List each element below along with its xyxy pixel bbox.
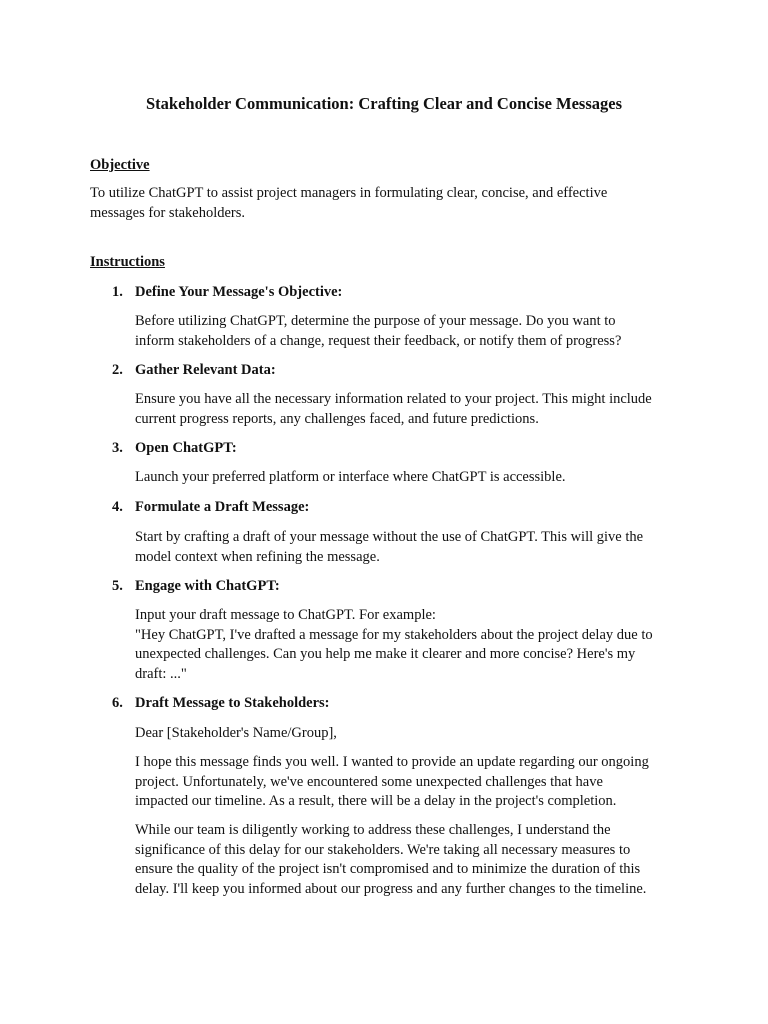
step-title: Define Your Message's Objective: bbox=[135, 284, 343, 300]
letter-line: ensure the quality of the project isn't compromised and to minimize the duration of this bbox=[135, 861, 641, 877]
step-body-line: Before utilizing ChatGPT, determine the purpose of your message. Do you want to bbox=[135, 313, 616, 329]
objective-text-line: To utilize ChatGPT to assist project managers in formulating clear, concise, and effective bbox=[90, 185, 608, 201]
letter-line: I hope this message finds you well. I wanted to provide an update regarding our ongoing bbox=[135, 754, 649, 770]
step-4-body bbox=[135, 528, 683, 567]
step-body-line: draft: ..." bbox=[135, 665, 187, 682]
step-title: Open ChatGPT: bbox=[135, 440, 237, 456]
step-number: 1. bbox=[112, 284, 123, 300]
step-3-body bbox=[135, 468, 683, 488]
step-body-line: Start by crafting a draft of your message without the use of ChatGPT. This will give the bbox=[135, 529, 644, 545]
step-body-line: Input your draft message to ChatGPT. For example: bbox=[135, 607, 436, 623]
step-body-line: unexpected challenges. Can you help me make it clearer and more concise? Here's my bbox=[135, 646, 636, 662]
step-body-line: Launch your preferred platform or interface where ChatGPT is accessible. bbox=[135, 469, 566, 485]
step-number: 5. bbox=[112, 578, 123, 594]
salutation-line: Dear [Stakeholder's Name/Group], bbox=[135, 725, 337, 741]
step-title: Formulate a Draft Message: bbox=[135, 499, 310, 515]
letter-line: While our team is diligently working to address these challenges, I understand the bbox=[135, 822, 611, 838]
step-body-line: model context when refining the message. bbox=[135, 548, 380, 565]
step-number: 3. bbox=[112, 440, 123, 456]
step-number: 2. bbox=[112, 362, 123, 378]
letter-line: delay. I'll keep you informed about our progress and any further changes to the timeline. bbox=[135, 880, 647, 897]
step-2-body bbox=[135, 390, 683, 429]
letter-paragraph-1 bbox=[135, 753, 683, 812]
step-number: 6. bbox=[112, 695, 123, 711]
page-title: Stakeholder Communication: Crafting Clear and Concise Messages bbox=[145, 94, 623, 113]
objective-text-line: messages for stakeholders. bbox=[90, 204, 246, 221]
objective-text bbox=[90, 184, 670, 223]
step-body-line: inform stakeholders of a change, request their feedback, or notify them of progress? bbox=[135, 332, 622, 349]
letter-paragraph-2 bbox=[135, 821, 683, 899]
step-title: Draft Message to Stakeholders: bbox=[135, 695, 330, 711]
letter-salutation bbox=[135, 724, 683, 744]
step-title: Engage with ChatGPT: bbox=[135, 578, 280, 594]
step-1-body bbox=[135, 312, 683, 351]
instructions-heading: Instructions bbox=[90, 254, 165, 270]
step-body-line: Ensure you have all the necessary information related to your project. This might include bbox=[135, 391, 652, 407]
step-title: Gather Relevant Data: bbox=[135, 362, 276, 378]
step-5-body bbox=[135, 606, 683, 684]
step-body-line: "Hey ChatGPT, I've drafted a message for my stakeholders about the project delay due to bbox=[135, 626, 653, 643]
step-number: 4. bbox=[112, 499, 123, 515]
letter-line: significance of this delay for our stakeholders. We're taking all necessary measures to bbox=[135, 841, 631, 858]
step-body-line: current progress reports, any challenges faced, and future predictions. bbox=[135, 410, 539, 427]
objective-heading: Objective bbox=[90, 157, 150, 173]
letter-line: project. Unfortunately, we've encountered some unexpected challenges that have bbox=[135, 773, 603, 790]
letter-line: impacted our timeline. As a result, there will be a delay in the project's completion. bbox=[135, 793, 617, 809]
